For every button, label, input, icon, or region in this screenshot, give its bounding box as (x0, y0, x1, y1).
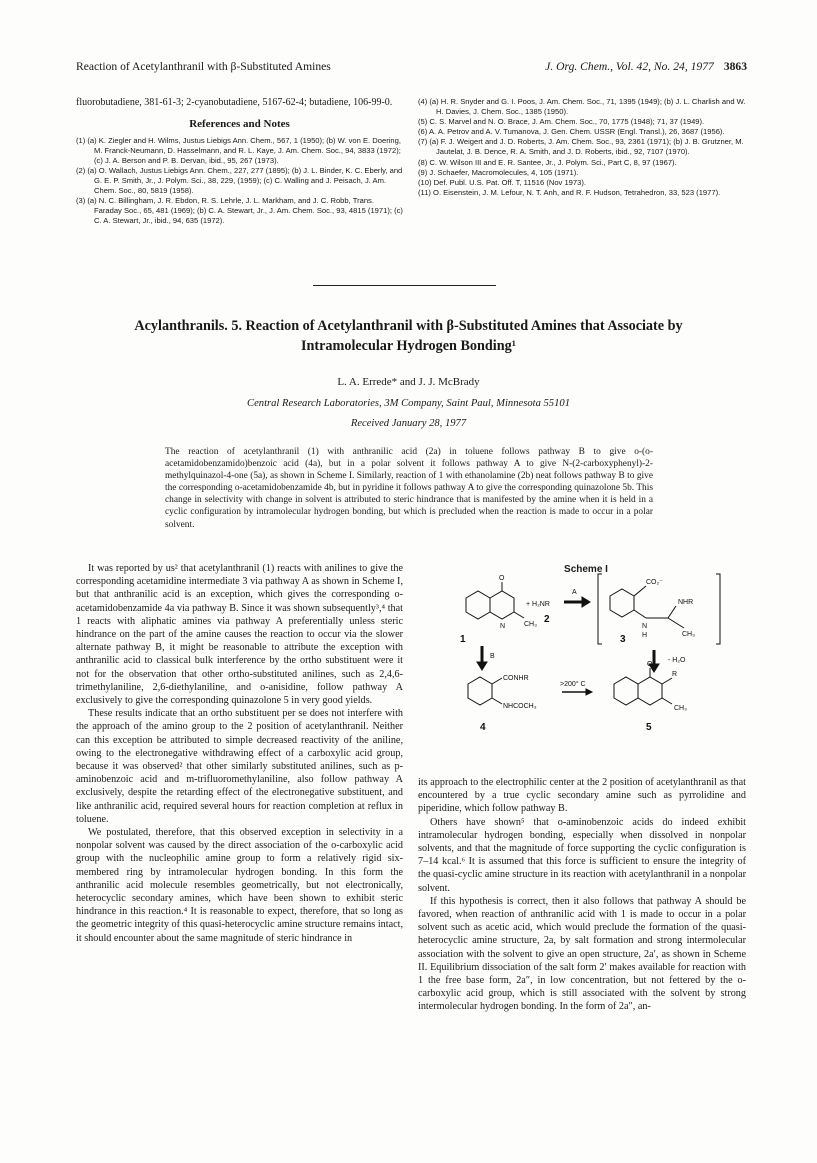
compound-1-methyl-label: CH₃ (524, 621, 537, 628)
compound-5-pyrimidinone-ring (638, 677, 662, 705)
body-paragraph: We postulated, therefore, that this observed exception in selectivity in a nonpolar solvent was caused by the direct association of the o-carboxylic acid group with the nucleophilic amine group to form a relatively rigid six-membered ring by intramolecular hydrogen bonding. In this form the anthranilic acid molecule resembles geometrically, but not electronically, heterocyclic secondary amines, which have been shown to exhibit steric hindrance in this reaction.⁴ It is reasonable to expect, therefore, that so long as the geometric integrity of this quasi-heterocyclic amine structure remains intact, it should encounter about the same magnitude of steric hindrance in (76, 827, 403, 944)
scheme-1 (446, 562, 746, 737)
compound-5-benzene-ring (614, 677, 638, 705)
references-heading: References and Notes (189, 117, 290, 130)
reference-entry: (11) O. Eisenstein, J. M. Lefour, N. T. Anh, and R. F. Hudson, Tetrahedron, 33, 523 (1977). (418, 187, 721, 197)
article-separator-rule (313, 285, 496, 286)
running-head-title: Reaction of Acetylanthranil with β-Substituted Amines (76, 60, 331, 73)
previous-article-left (76, 97, 403, 226)
compound-5-oxygen-label: O (647, 661, 653, 668)
body-paragraph: If this hypothesis is correct, then it also follows that pathway A should be favored, when reaction of anthranilic acid with 1 is made to occur in a polar solvent such as acetic acid, which would preclude the formation of the quasi-heterocyclic amine structure, 2a, by salt formation and strong intermolecular association with the solvent to give an open structure, 2a′, as shown in Scheme II. Equilibrium dissociation of the salt form 2′ makes available for reaction with 1 the free base form, 2a″, in low concentration, but not fettered by the o-carboxylic acid group, which is still associated with the solvent by strong intermolecular hydrogen bonding. In the form of 2a″, an- (418, 895, 746, 1013)
reference-entry: (10) Def. Publ. U.S. Pat. Off. T, 11516 (Nov 1973). (418, 177, 586, 187)
body-paragraph: It was reported by us² that acetylanthranil (1) reacts with anilines to give the corresponding acetamidine intermediate 3 via pathway A as shown in Scheme I, but that anthranilic acid is an exception, which gives the corresponding o-acetamidobenzamide 4a via pathway B. Since it was shown subsequently³,⁴ that 1 reacts with aliphatic amines via pathway A preferentially unless steric hindrance on the part of the amine causes the reaction to occur via the slower alternate pathway B, it might be reasonable to attribute the exception with anthranilic acid to classical bulk interference by the ortho substituent were it not for the observation that other ortho-substituted anilines, such as 2,4,6-trimethylaniline, 2,6-diethylaniline, and o-anisidine, follow pathway A exclusively to give the corresponding quinazolone 5 in very good yields. (76, 563, 403, 707)
reference-entry: (5) C. S. Marvel and N. O. Brace, J. Am. Chem. Soc., 70, 1775 (1948); 71, 37 (1949). (418, 117, 705, 127)
pathway-a-label: A (572, 589, 577, 596)
received-date: Received January 28, 1977 (350, 418, 467, 429)
body-column-right (418, 776, 746, 1014)
reference-entry: (4) (a) H. R. Snyder and G. I. Poos, J. Am. Chem. Soc., 71, 1395 (1949); (b) J. L. Charlish and W. H. Davies, J. Chem. Soc., 1385 (1950). (418, 97, 746, 117)
nhr-label: NHR (678, 599, 694, 606)
references-list-left (76, 136, 403, 227)
scheme-title: Scheme I (564, 564, 608, 575)
scheme-drawing (446, 562, 746, 737)
compound-1-nitrogen-label: N (500, 623, 506, 630)
running-head (76, 60, 747, 76)
compound-5-r-label: R (672, 671, 678, 678)
minus-water-label: - H₂O (668, 657, 686, 664)
abstract: The reaction of acetylanthranil (1) with anthranilic acid (2a) in toluene follows pathway B to give o-(o-acetamidobenzamido)benzoic acid (4a), but in a polar solvent it follows pathway A to give N-(2-carboxyphenyl)-2-methylquinazol-4-one (5a), as shown in Scheme I. Similarly, reaction of 1 with ethanolamine (2b) neat follows pathway B to give the corresponding o-acetamidobenzamide 4b, but in pyridine it follows pathway A to give the corresponding quinazolone 5b. This change in selectivity with change in solvent is attributed to steric hindrance that is manifested by the amine when it is held in a cyclic configuration by intramolecular hydrogen bonding, but which is precluded when the reaction is made to occur in a polar solvent. (165, 447, 653, 530)
article-title: Acylanthranils. 5. Reaction of Acetylanthranil with β-Substituted Amines that Associate by Intramolecular Hydrogen Bonding¹ (134, 318, 683, 354)
compound-3-ring (610, 589, 634, 617)
amine-reagent-label: + H₂NR (526, 601, 550, 608)
compound-4-number: 4 (480, 722, 486, 733)
conhr-label: CONHR (503, 675, 529, 682)
reference-entry: (3) (a) N. C. Billingham, J. R. Ebdon, R. S. Lehrle, J. L. Markham, and J. C. Robb, Trans. Faraday Soc., 65, 481 (1969); (b) C. A. Stewart, Jr., J. Am. Chem. Soc., 93, 4815 (1971); (c) C. A. Stewart, Jr., ibid., 94, 635 (1972). (76, 196, 403, 226)
article-affiliation: Central Research Laboratories, 3M Company, Saint Paul, Minnesota 55101 (247, 398, 570, 409)
compound-1-oxazinone-ring (490, 591, 514, 619)
page-number: 3863 (723, 60, 747, 73)
reference-entry: (7) (a) F. J. Weigert and J. D. Roberts, J. Am. Chem. Soc., 93, 2361 (1971); (b) J. B. Grutzner, M. Jautelat, J. B. Dence, R. A. Smith, and J. D. Roberts, ibid., 92, 7107 (1970). (418, 137, 744, 157)
compound-4-ring (468, 677, 492, 705)
pathway-b-label: B (490, 653, 495, 660)
compound-3-methyl-label: CH₃ (682, 631, 695, 638)
body-paragraph: its approach to the electrophilic center at the 2 position of acetylanthranil as that encountered by a true cyclic secondary amine such as pyrrolidine and piperidine, which follow pathway B. (418, 777, 746, 815)
compound-5-number: 5 (646, 722, 652, 733)
reference-entry: (6) A. A. Petrov and A. V. Tumanova, J. Gen. Chem. USSR (Engl. Transl.), 26, 3687 (1956). (418, 127, 725, 137)
compound-1-oxygen-label: O (499, 575, 505, 582)
body-paragraph: These results indicate that an ortho substituent per se does not interfere with the approach of the amino group to the 2 position of acetylanthranil. Neither can this exception be attributed to simple decreased reactivity of the aniline, owing to the electronegative withdrawing effect of a carboxylic acid group, because it was observed² that other similarly substituted anilines, such as p-aminobenzoic acid and m-trifluoromethylaniline, also follow pathway A exclusively, despite the retarding effect of the electronegative substituent, and like anthranilic acid, required several hours for reaction completion at reflux in toluene. (76, 708, 403, 825)
reference-entry: (2) (a) O. Wallach, Justus Liebigs Ann. Chem., 227, 277 (1895); (b) J. L. Binder, K. C. Eberly, and G. E. P. Smith, Jr., J. Polym. Sci., 38, 229, (1959); (c) C. Walling and J. Peisach, J. Am. Chem. Soc., 80, 5819 (1958). (76, 165, 403, 196)
article-authors: L. A. Errede* and J. J. McBrady (337, 376, 480, 388)
compound-1-number: 1 (460, 634, 466, 645)
previous-article-right (418, 97, 746, 198)
body-column-left (76, 562, 403, 945)
compound-3-nitrogen-label: N (642, 623, 648, 630)
compound-3-hydrogen-label: H (642, 632, 648, 639)
registry-numbers: fluorobutadiene, 381-61-3; 2-cyanobutadiene, 5167-62-4; butadiene, 106-99-0. (76, 97, 393, 108)
carboxylate-label: CO₂⁻ (646, 579, 663, 586)
running-head-journal: J. Org. Chem., Vol. 42, No. 24, 1977 3863 (545, 60, 747, 73)
body-paragraph: Others have shown⁵ that o-aminobenzoic acids do indeed exhibit intramolecular hydrogen bonding, especially when dissolved in nonpolar solvents, and that the magnitude of force supporting the cyclic configuration is 7–14 kcal.⁶ It is assumed that this force is sufficient to ensure the integrity of the quasi-cyclic amine structure in its reaction with acetylanthranil in a nonpolar solvent. (418, 816, 746, 894)
compound-3-number: 3 (620, 634, 626, 645)
nhcoch3-label: NHCOCH₃ (503, 703, 537, 710)
compound-2-number: 2 (544, 614, 550, 625)
references-list-right (418, 97, 746, 198)
reference-entry: (9) J. Schaefer, Macromolecules, 4, 105 (1971). (418, 167, 579, 177)
compound-5-methyl-label: CH₃ (674, 705, 687, 712)
heat-label: >200° C (560, 681, 586, 688)
reference-entry: (1) (a) K. Ziegler and H. Wilms, Justus Liebigs Ann. Chem., 567, 1 (1950); (b) W. von E. Doering, M. Franck-Neumann, D. Hasselmann, and R. L. Kaye, J. Am. Chem. Soc., 94, 3833 (1972); (c) J. A. Berson and P. B. Dervan, ibid., 95, 267 (1973). (76, 135, 401, 165)
reference-entry: (8) C. W. Wilson III and E. R. Santee, Jr., J. Polym. Sci., Part C, 8, 97 (1967). (418, 157, 677, 167)
compound-1-benzene-ring (466, 591, 490, 619)
